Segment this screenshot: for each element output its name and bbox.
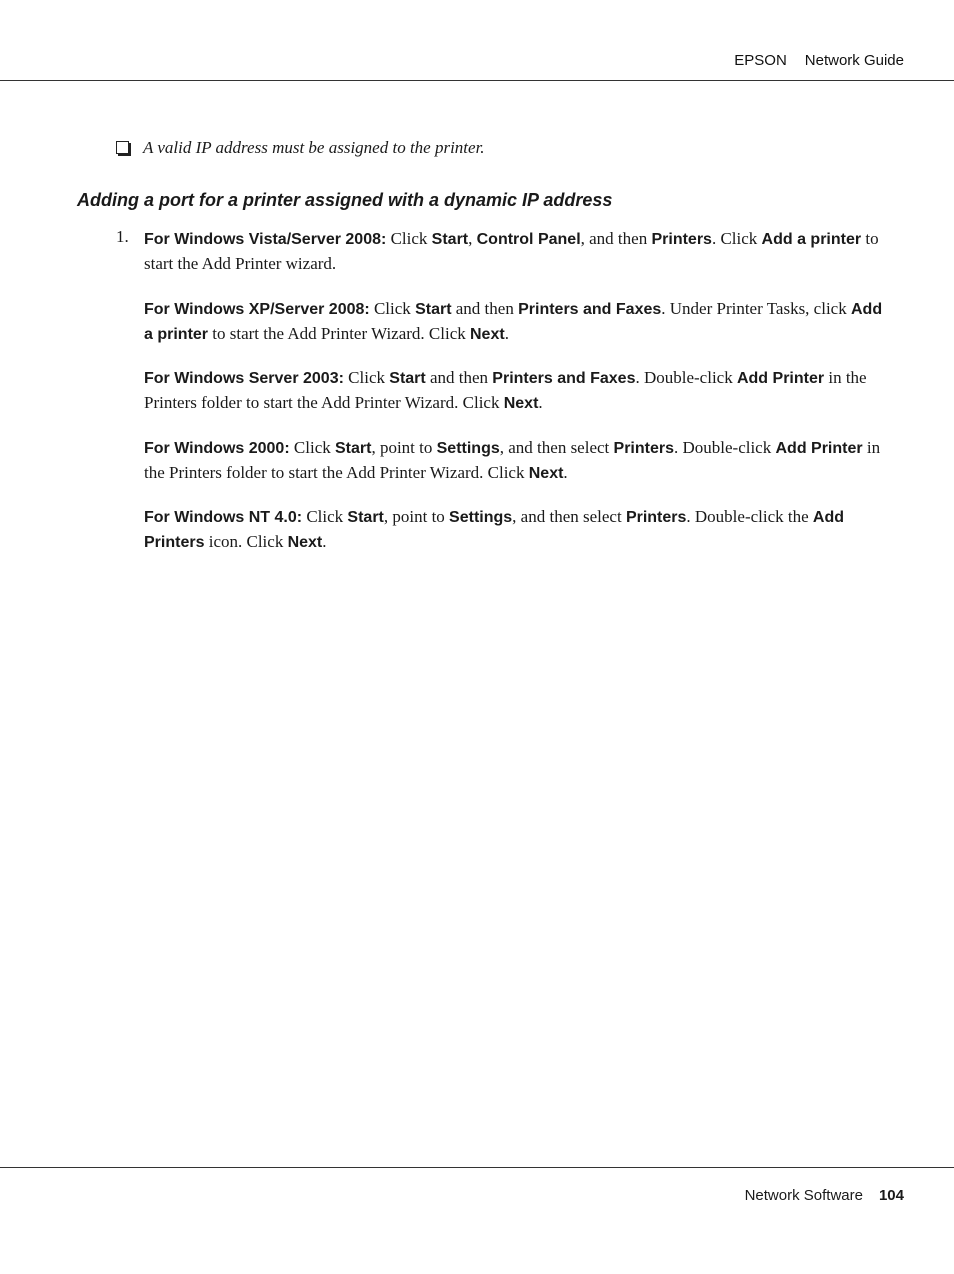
ui-term-start: Start (347, 509, 384, 526)
ui-term-start: Start (335, 440, 372, 457)
ui-term-printers-faxes: Printers and Faxes (518, 301, 662, 318)
ui-term-next: Next (503, 394, 539, 412)
step-number: 1. (116, 227, 129, 246)
ui-term-start: Start (415, 301, 452, 318)
os-label: For Windows NT 4.0: (144, 509, 303, 526)
ui-term-add-printer: Add a printer (144, 301, 883, 343)
ui-term-add-printer: Add Printer (736, 370, 825, 387)
footer-section-title: Network Software (744, 1187, 863, 1204)
instruction-vista: For Windows Vista/Server 2008: Click Start, Control Panel, and then Printers. Click Add a printer to start the Add Printer wizard. (144, 229, 879, 273)
note-item (116, 138, 485, 158)
ui-term-next: Next (470, 325, 505, 343)
instruction-xp: For Windows XP/Server 2008: Click Start and then Printers and Faxes. Under Printer Tasks, click Add a printer to start the Add Printer Wizard. Click Next. (144, 299, 883, 343)
ui-term-add-printer: Add a printer (761, 231, 862, 248)
ui-term-printers: Printers (625, 509, 687, 526)
page-number: 104 (878, 1187, 904, 1204)
ui-term-next: Next (287, 533, 323, 551)
section-heading: Adding a port for a printer assigned with a dynamic IP address (77, 190, 613, 210)
ui-term-printers: Printers (613, 440, 674, 457)
os-label: For Windows XP/Server 2008: (144, 301, 370, 318)
checkbox-bullet-icon (116, 141, 129, 154)
ui-term-start: Start (389, 370, 426, 387)
os-label: For Windows Server 2003: (144, 370, 344, 387)
instruction-windows-2000: For Windows 2000: Click Start, point to Settings, and then select Printers. Double-click Add Printer in the Printers folder to start the Add Printer Wizard. Click Next. (144, 438, 881, 482)
ui-term-add-printers: Add Printers (144, 509, 845, 551)
ui-term-settings: Settings (436, 440, 500, 457)
header-brand: EPSON (734, 52, 787, 69)
ui-term-printers-faxes: Printers and Faxes (492, 370, 636, 387)
footer-rule (0, 1167, 954, 1168)
header-rule (0, 80, 954, 81)
ui-term-next: Next (528, 464, 564, 482)
ui-term-control-panel: Control Panel (476, 231, 581, 248)
os-label: For Windows Vista/Server 2008: (144, 231, 387, 248)
page-header (734, 52, 904, 69)
header-guide-title: Network Guide (804, 52, 904, 69)
instruction-server-2003: For Windows Server 2003: Click Start and then Printers and Faxes. Double-click Add Printer in the Printers folder to start the Add Printer Wizard. Click Next. (144, 368, 867, 412)
ui-term-start: Start (431, 231, 469, 248)
page-footer (745, 1187, 904, 1204)
instruction-nt4: For Windows NT 4.0: Click Start, point to Settings, and then select Printers. Double-click the Add Printers icon. Click Next. (144, 507, 845, 551)
os-label: For Windows 2000: (144, 440, 290, 457)
note-text: A valid IP address must be assigned to the printer. (143, 138, 485, 157)
ui-term-add-printer: Add Printer (775, 440, 863, 457)
ui-term-printers: Printers (651, 231, 712, 248)
ui-term-settings: Settings (449, 509, 513, 526)
